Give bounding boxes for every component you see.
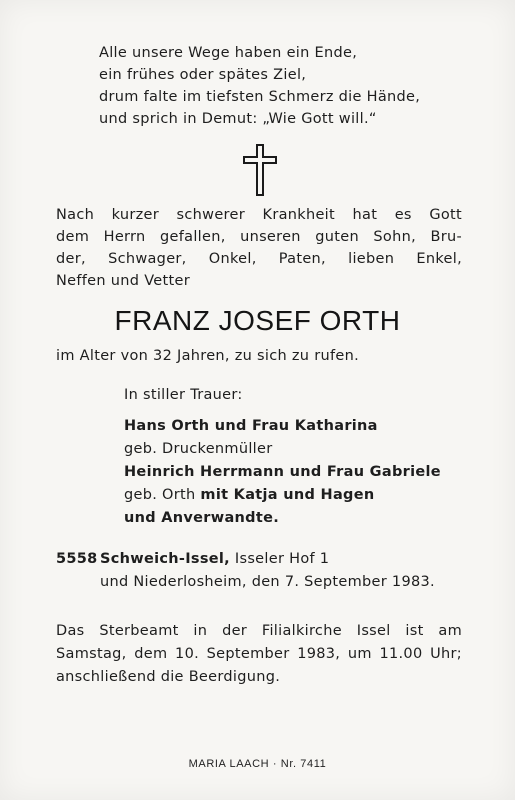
announcement-line: der, Schwager, Onkel, Paten, lieben Enkel,	[56, 251, 462, 267]
place-and-date	[56, 548, 476, 594]
announcement-line: Neffen und Vetter	[56, 273, 190, 289]
verse-line: und sprich in Demut: „Wie Gott will.“	[99, 111, 377, 127]
announcement-line: Nach kurzer schwerer Krankheit hat es Gott	[56, 207, 462, 223]
town-name: Schweich-Issel,	[100, 551, 230, 567]
age-line: im Alter von 32 Jahren, zu sich zu rufen.	[56, 348, 359, 364]
printer-imprint: MARIA LAACH · Nr. 7411	[188, 758, 327, 770]
funeral-service-info	[56, 620, 462, 689]
verse-line: ein frühes oder spätes Ziel,	[99, 67, 307, 83]
service-line: Das Sterbeamt in der Filialkirche Issel ist am	[56, 623, 462, 639]
maiden-name-2: geb. Orth	[124, 487, 196, 503]
mourner-family-2: Heinrich Herrmann und Frau Gabriele	[124, 464, 441, 480]
deceased-name: FRANZ JOSEF ORTH	[114, 305, 401, 336]
mourning-heading: In stiller Trauer:	[124, 387, 243, 403]
announcement-line: dem Herrn gefallen, unseren guten Sohn, Bru-	[56, 229, 462, 245]
relatives-line: und Anverwandte.	[124, 510, 280, 526]
service-line: Samstag, dem 10. September 1983, um 11.00 Uhr;	[56, 646, 462, 662]
service-line: anschließend die Beerdigung.	[56, 669, 281, 685]
maiden-name-2-line	[124, 484, 484, 507]
maiden-name-1: geb. Druckenmüller	[124, 441, 273, 457]
cross-icon	[242, 144, 278, 196]
mourners-block	[124, 384, 484, 530]
address-line	[56, 548, 476, 571]
mourner-family-1: Hans Orth und Frau Katharina	[124, 418, 378, 434]
street-address: Isseler Hof 1	[234, 551, 330, 567]
verse-line: drum falte im tiefsten Schmerz die Hände,	[99, 89, 421, 105]
children-names: mit Katja und Hagen	[200, 487, 375, 503]
death-announcement	[56, 204, 462, 292]
postal-code: 5558	[56, 551, 98, 567]
poem-verse	[99, 42, 489, 130]
date-line: und Niederlosheim, den 7. September 1983.	[100, 574, 435, 590]
verse-line: Alle unsere Wege haben ein Ende,	[99, 45, 358, 61]
